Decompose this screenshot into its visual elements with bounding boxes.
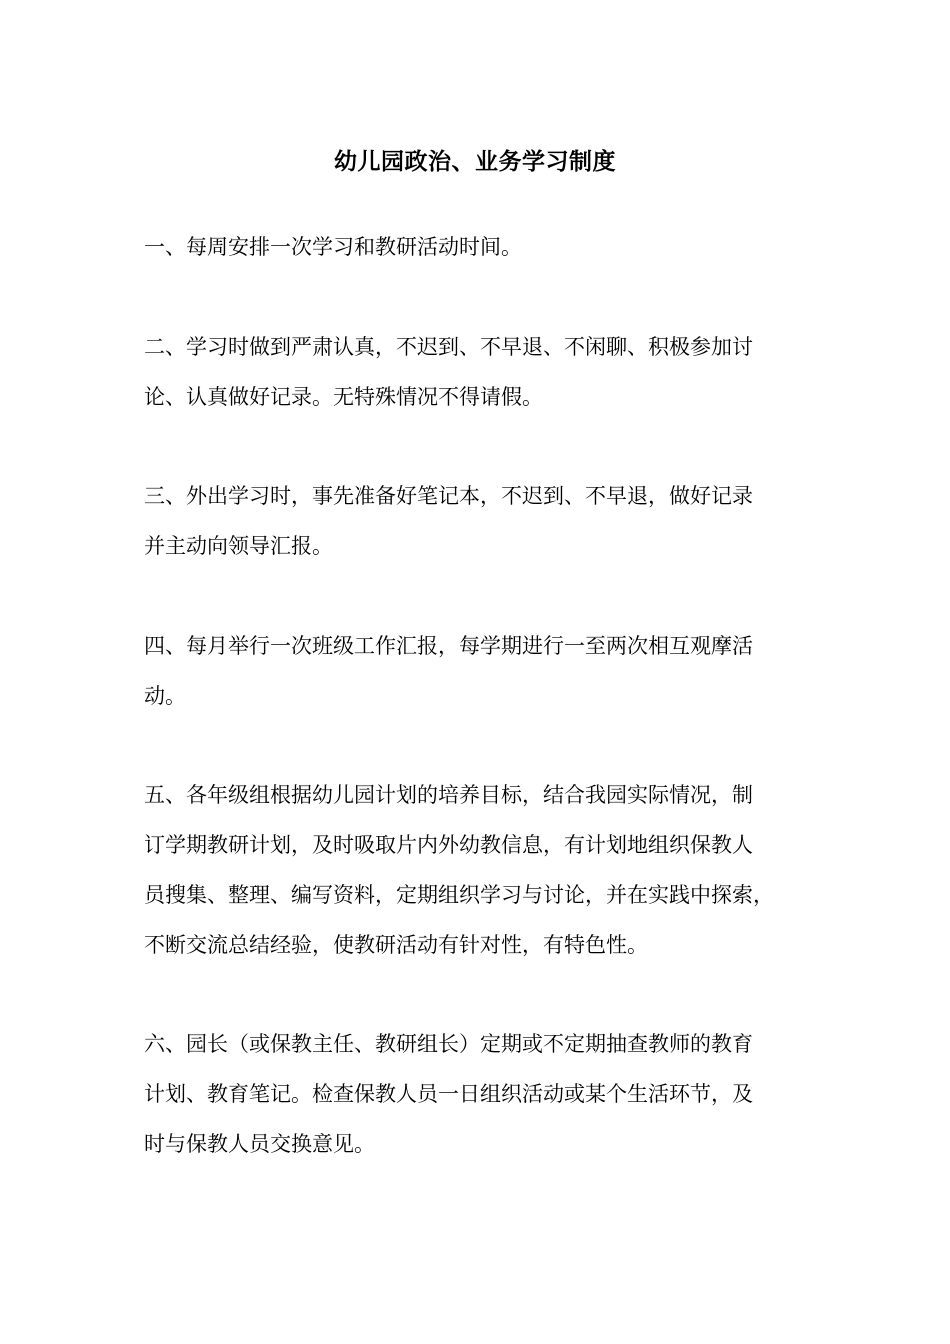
paragraph-1 — [144, 222, 824, 272]
paragraph-2 — [144, 322, 824, 422]
paragraph-line: 计划、教育笔记。检查保教人员一日组织活动或某个生活环节，及 — [144, 1082, 753, 1106]
paragraph-line: 五、各年级组根据幼儿园计划的培养目标，结合我园实际情况，制 — [144, 783, 753, 807]
paragraph-line: 四、每月举行一次班级工作汇报，每学期进行一至两次相互观摩活 — [144, 634, 753, 658]
paragraph-line: 二、学习时做到严肃认真，不迟到、不早退、不闲聊、积极参加讨 — [144, 335, 753, 359]
paragraph-line: 三、外出学习时，事先准备好笔记本，不迟到、不早退，做好记录 — [144, 484, 753, 508]
paragraph-4 — [144, 621, 824, 721]
document-title: 幼儿园政治、业务学习制度 — [334, 149, 616, 175]
paragraph-line: 一、每周安排一次学习和教研活动时间。 — [144, 235, 522, 259]
paragraph-line: 六、园长（或保教主任、教研组长）定期或不定期抽查教师的教育 — [144, 1032, 753, 1056]
paragraph-5 — [144, 770, 824, 970]
paragraph-line: 动。 — [144, 684, 186, 708]
paragraph-line: 员搜集、整理、编写资料，定期组织学习与讨论，并在实践中探索， — [144, 883, 774, 907]
paragraph-6 — [144, 1019, 824, 1169]
paragraph-line: 论、认真做好记录。无特殊情况不得请假。 — [144, 385, 543, 409]
paragraph-3 — [144, 471, 824, 571]
paragraph-line: 不断交流总结经验，使教研活动有针对性，有特色性。 — [144, 933, 648, 957]
paragraph-line: 订学期教研计划，及时吸取片内外幼教信息，有计划地组织保教人 — [144, 833, 753, 857]
paragraph-line: 并主动向领导汇报。 — [144, 534, 333, 558]
paragraph-line: 时与保教人员交换意见。 — [144, 1132, 375, 1156]
